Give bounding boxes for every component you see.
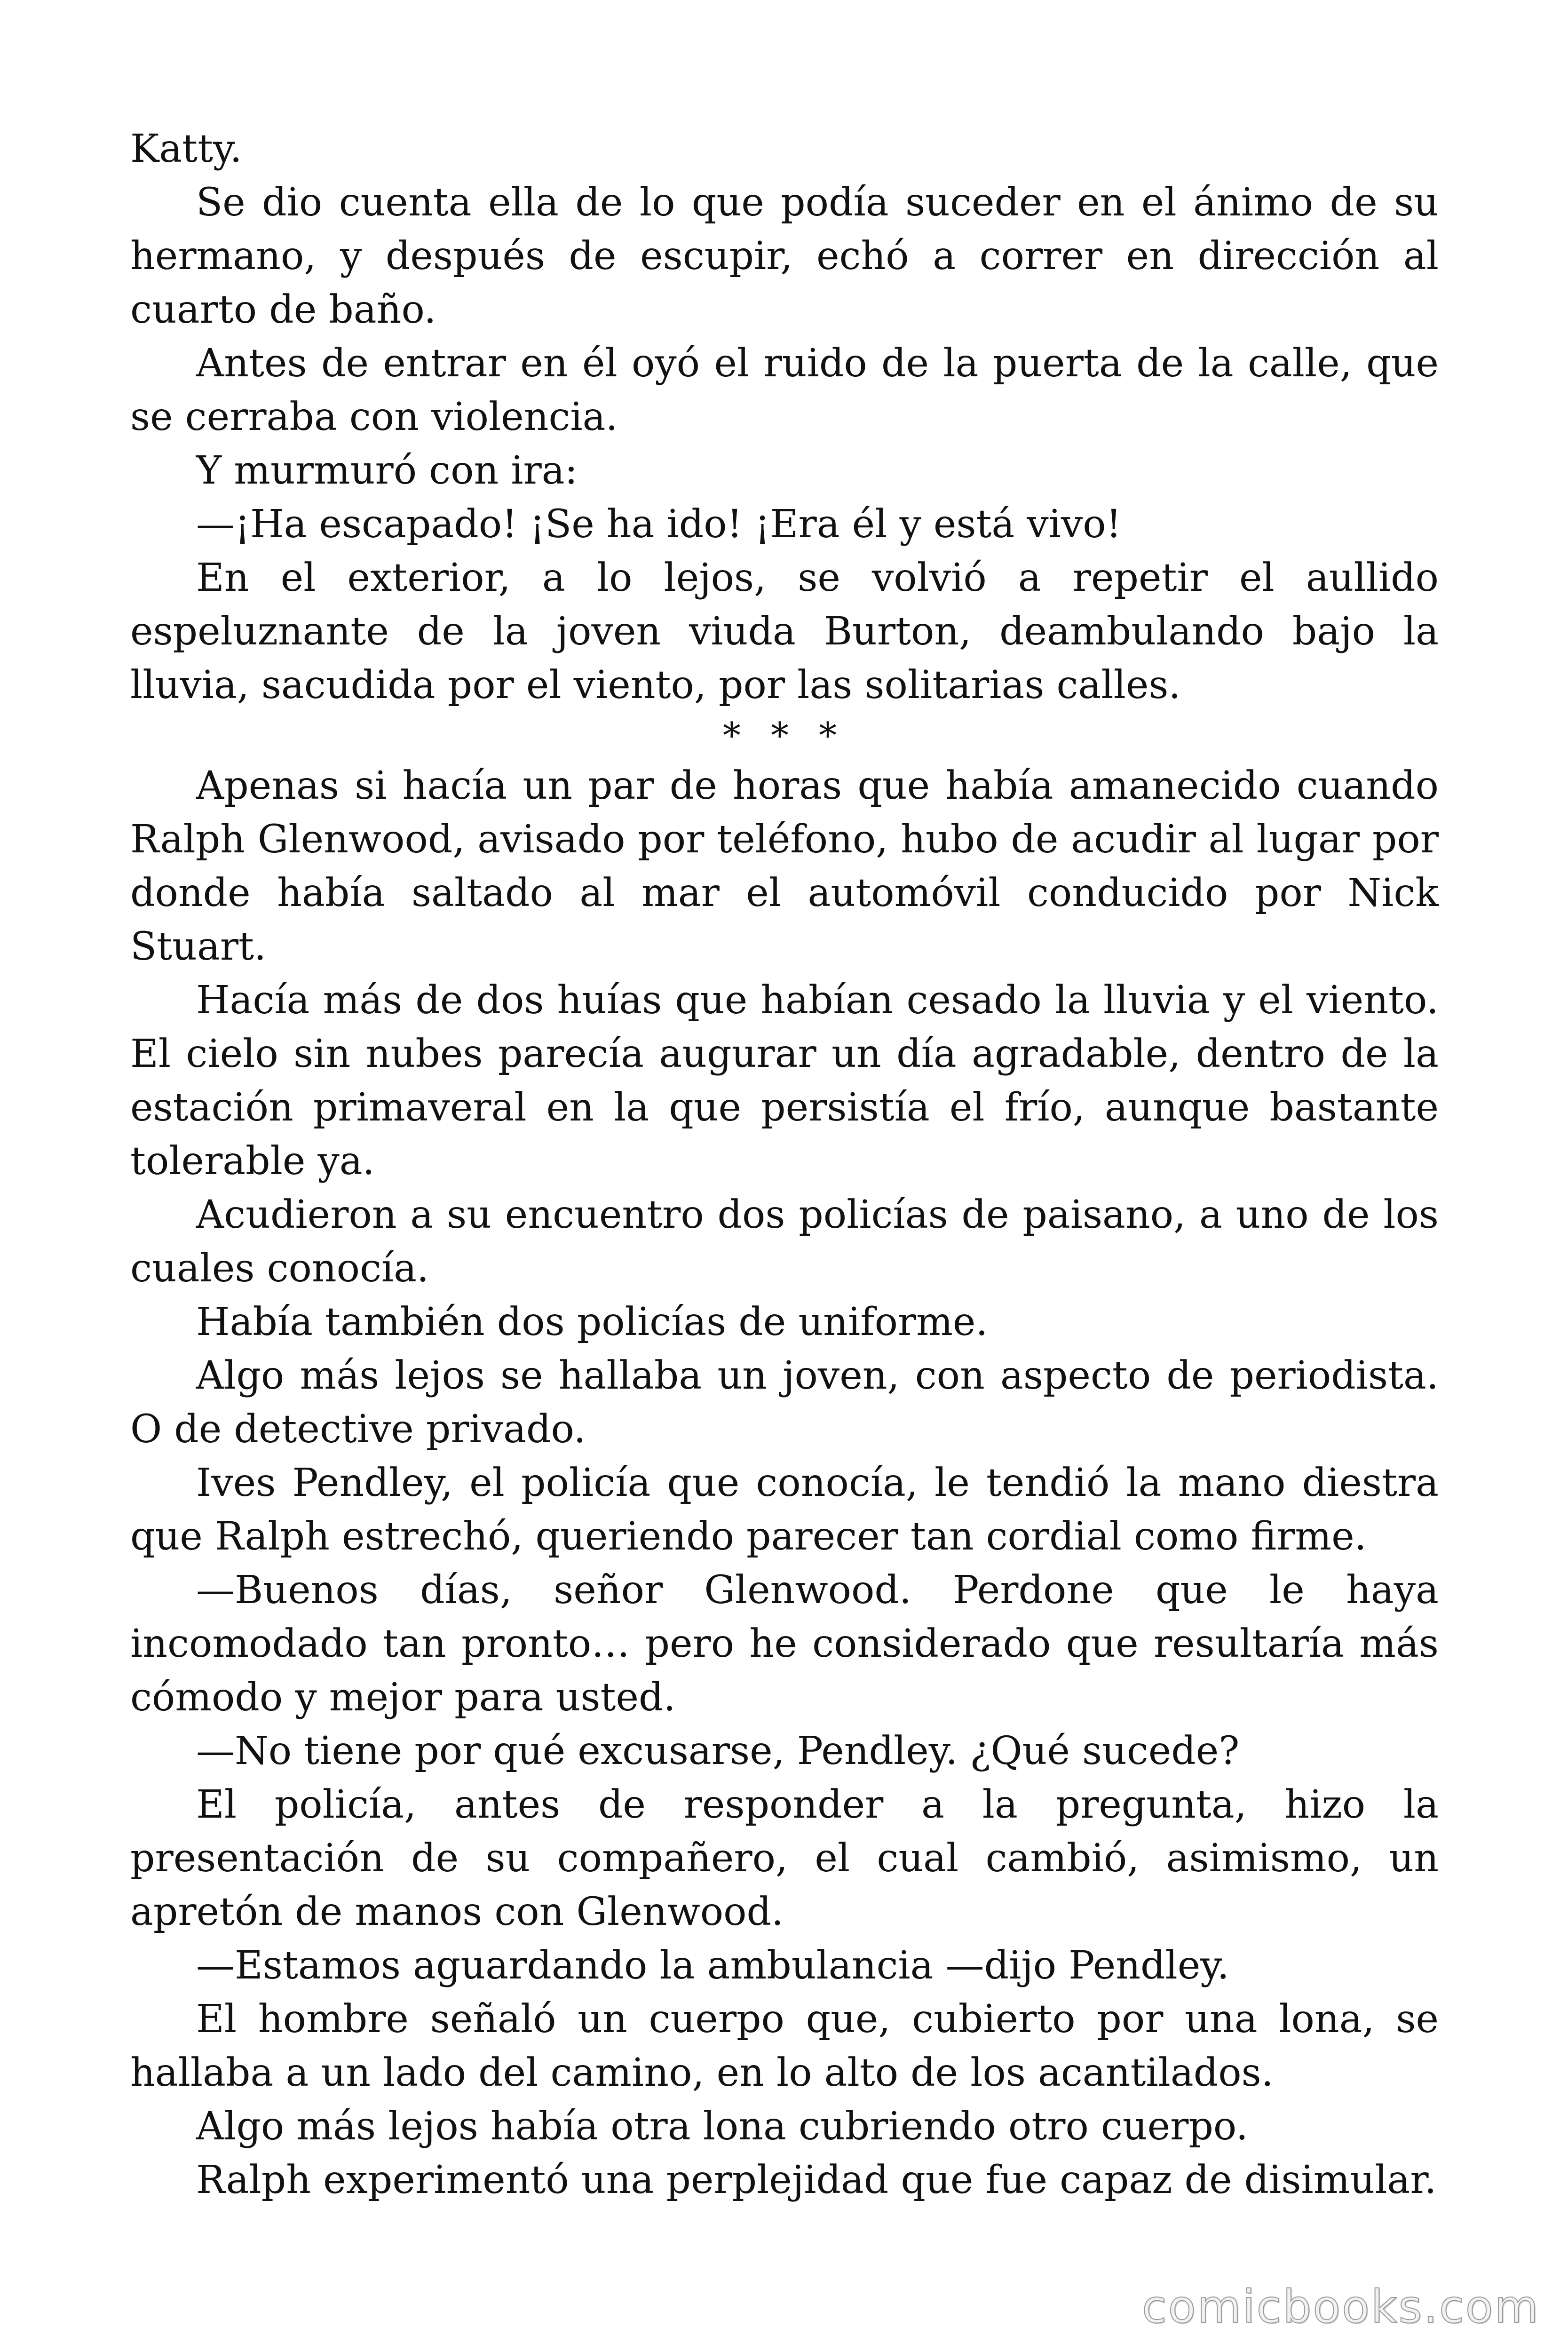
paragraph: Había también dos policías de uniforme. xyxy=(196,1300,988,1344)
paragraph: Antes de entrar en él oyó el ruido de la puerta de la calle, que se cerraba con violencia. xyxy=(130,341,1439,439)
paragraph: En el exterior, a lo lejos, se volvió a repetir el aullido espeluznante de la joven viuda Burton, deambulando bajo la lluvia, sacudida por el viento, por las solitarias calles. xyxy=(130,556,1439,707)
paragraph: Apenas si hacía un par de horas que había amanecido cuando Ralph Glenwood, avisado por teléfono, hubo de acudir al lugar por donde había saltado al mar el automóvil conducido por Nick Stuart. xyxy=(130,763,1439,969)
paragraph: —Estamos aguardando la ambulancia —dijo Pendley. xyxy=(196,1943,1229,1988)
paragraph: Acudieron a su encuentro dos policías de paisano, a uno de los cuales conocía. xyxy=(130,1192,1439,1291)
paragraph: Hacía más de dos huías que habían cesado la lluvia y el viento. El cielo sin nubes parecía augurar un día agradable, dentro de la estación primaveral en la que persistía el frío, aunque bastante tolerable ya. xyxy=(130,978,1439,1184)
paragraph: Algo más lejos había otra lona cubriendo otro cuerpo. xyxy=(196,2104,1248,2149)
paragraph: Y murmuró con ira: xyxy=(196,448,578,493)
paragraph: —Buenos días, señor Glenwood. Perdone que le haya incomodado tan pronto… pero he considerado que resultaría más cómodo y mejor para usted. xyxy=(130,1568,1439,1720)
watermark: comicbooks.com xyxy=(1141,2280,1540,2333)
section-separator: * * * xyxy=(722,715,847,756)
paragraph: —¡Ha escapado! ¡Se ha ido! ¡Era él y está vivo! xyxy=(196,502,1122,547)
paragraph: Algo más lejos se hallaba un joven, con aspecto de periodista. O de detective privado. xyxy=(130,1353,1439,1452)
body-text xyxy=(130,122,1439,2207)
paragraph: Ives Pendley, el policía que conocía, le tendió la mano diestra que Ralph estrechó, queriendo parecer tan cordial como firme. xyxy=(130,1461,1439,1559)
paragraph: El hombre señaló un cuerpo que, cubierto por una lona, se hallaba a un lado del camino, en lo alto de los acantilados. xyxy=(130,1997,1439,2095)
paragraph: Katty. xyxy=(130,127,242,171)
paragraph: —No tiene por qué excusarse, Pendley. ¿Qué sucede? xyxy=(196,1729,1240,1773)
paragraph: Se dio cuenta ella de lo que podía suceder en el ánimo de su hermano, y después de escupir, echó a correr en dirección al cuarto de baño. xyxy=(130,180,1439,332)
paragraph: El policía, antes de responder a la pregunta, hizo la presentación de su compañero, el cual cambió, asimismo, un apretón de manos con Glenwood. xyxy=(130,1782,1439,1934)
paragraph: Ralph experimentó una perplejidad que fue capaz de disimular. xyxy=(196,2158,1437,2202)
